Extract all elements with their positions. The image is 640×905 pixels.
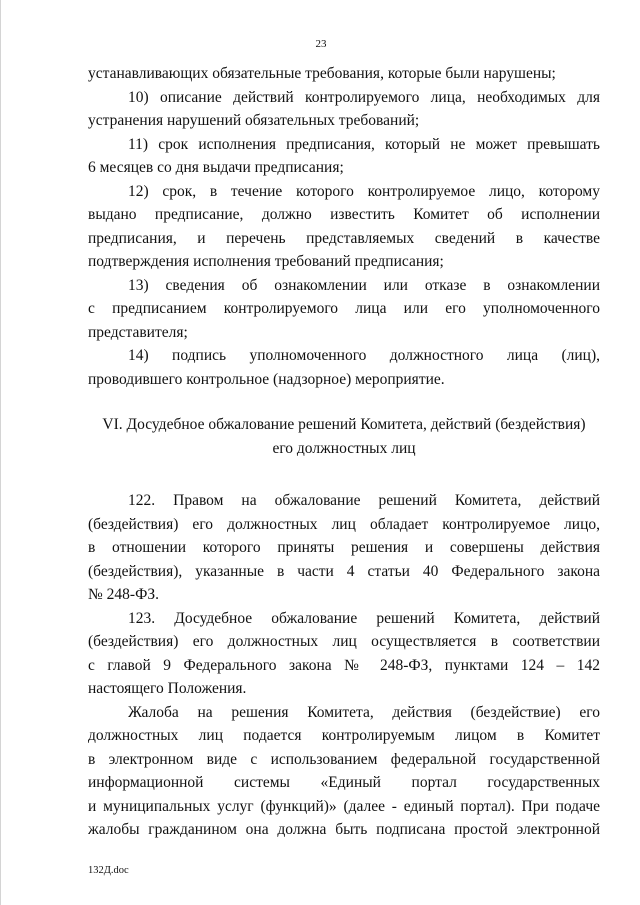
page-number: 23 bbox=[315, 38, 327, 50]
list-item-11-line-2: 6 месяцев со дня выдачи предписания; bbox=[88, 159, 344, 176]
list-item-13-line-3: представителя; bbox=[88, 323, 188, 341]
paragraph-123-line-4: настоящего Положения. bbox=[88, 680, 247, 697]
paragraph-122-line-1: 122. Правом на обжалование решений Комитета, действий bbox=[128, 492, 600, 509]
list-item-continuation: устанавливающих обязательные требования, которые были нарушены; bbox=[88, 65, 556, 82]
section-heading-line-1: VI. Досудебное обжалование решений Комитета, действий (бездействия) bbox=[102, 416, 586, 433]
list-item-12-line-2: выдано предписание, должно известить Комитет об исполнении bbox=[88, 206, 600, 223]
paragraph-complaint-line-2: должностных лиц подается контролируемым лицом в Комитет bbox=[88, 727, 600, 744]
paragraph-complaint-line-4: информационной системы «Единый портал государственных bbox=[88, 774, 600, 791]
paragraph-122-line-3: в отношении которого приняты решения и совершены действия bbox=[88, 539, 600, 556]
paragraph-123-line-3: с главой 9 Федерального закона № 248-ФЗ, пунктами 124 – 142 bbox=[88, 656, 600, 674]
list-item-14-line-2: проводившего контрольное (надзорное) мероприятие. bbox=[88, 370, 445, 388]
list-item-12-line-3: предписания, и перечень представляемых сведений в качестве bbox=[88, 229, 600, 247]
list-item-13-line-2: с предписанием контролируемого лица или его уполномоченного bbox=[88, 300, 600, 317]
section-heading bbox=[88, 413, 600, 461]
list-item-14-line-1: 14) подпись уполномоченного должностного лица (лиц), bbox=[128, 347, 600, 364]
paragraph-123-line-2: (бездействия) его должностных лиц осуществляется в соответствии bbox=[88, 633, 600, 650]
paragraph-122-line-4: (бездействия), указанные в части 4 статьи 40 Федерального закона bbox=[88, 562, 600, 580]
section-heading-line-2: его должностных лиц bbox=[272, 440, 416, 457]
paragraph-complaint-line-3: в электронном виде с использованием федеральной государственной bbox=[88, 750, 600, 768]
paragraph-complaint-line-5: и муниципальных услуг (функций)» (далее - единый портал). При подаче bbox=[88, 797, 600, 815]
list-item-12-line-1: 12) срок, в течение которого контролируемое лицо, которому bbox=[128, 182, 600, 200]
document-body bbox=[88, 62, 600, 842]
paragraph-122-line-5: № 248-ФЗ. bbox=[88, 586, 159, 603]
list-item-12-line-4: подтверждения исполнения требований предписания; bbox=[88, 253, 444, 270]
footer-filename: 132Д.doc bbox=[88, 865, 129, 876]
paragraph-complaint-line-6: жалобы гражданином она должна быть подписана простой электронной bbox=[88, 821, 600, 838]
paragraph-complaint-line-1: Жалоба на решения Комитета, действия (бездействие) его bbox=[128, 703, 600, 721]
list-item-11-line-1: 11) срок исполнения предписания, который не может превышать bbox=[128, 135, 600, 153]
paragraph-122-line-2: (бездействия) его должностных лиц обладает контролируемое лицо, bbox=[88, 515, 600, 533]
list-item-10-line-1: 10) описание действий контролируемого лица, необходимых для bbox=[128, 88, 600, 106]
paragraph-123-line-1: 123. Досудебное обжалование решений Комитета, действий bbox=[128, 609, 600, 627]
list-item-13-line-1: 13) сведения об ознакомлении или отказе в ознакомлении bbox=[128, 276, 600, 294]
list-item-10-line-2: устранения нарушений обязательных требований; bbox=[88, 112, 420, 129]
